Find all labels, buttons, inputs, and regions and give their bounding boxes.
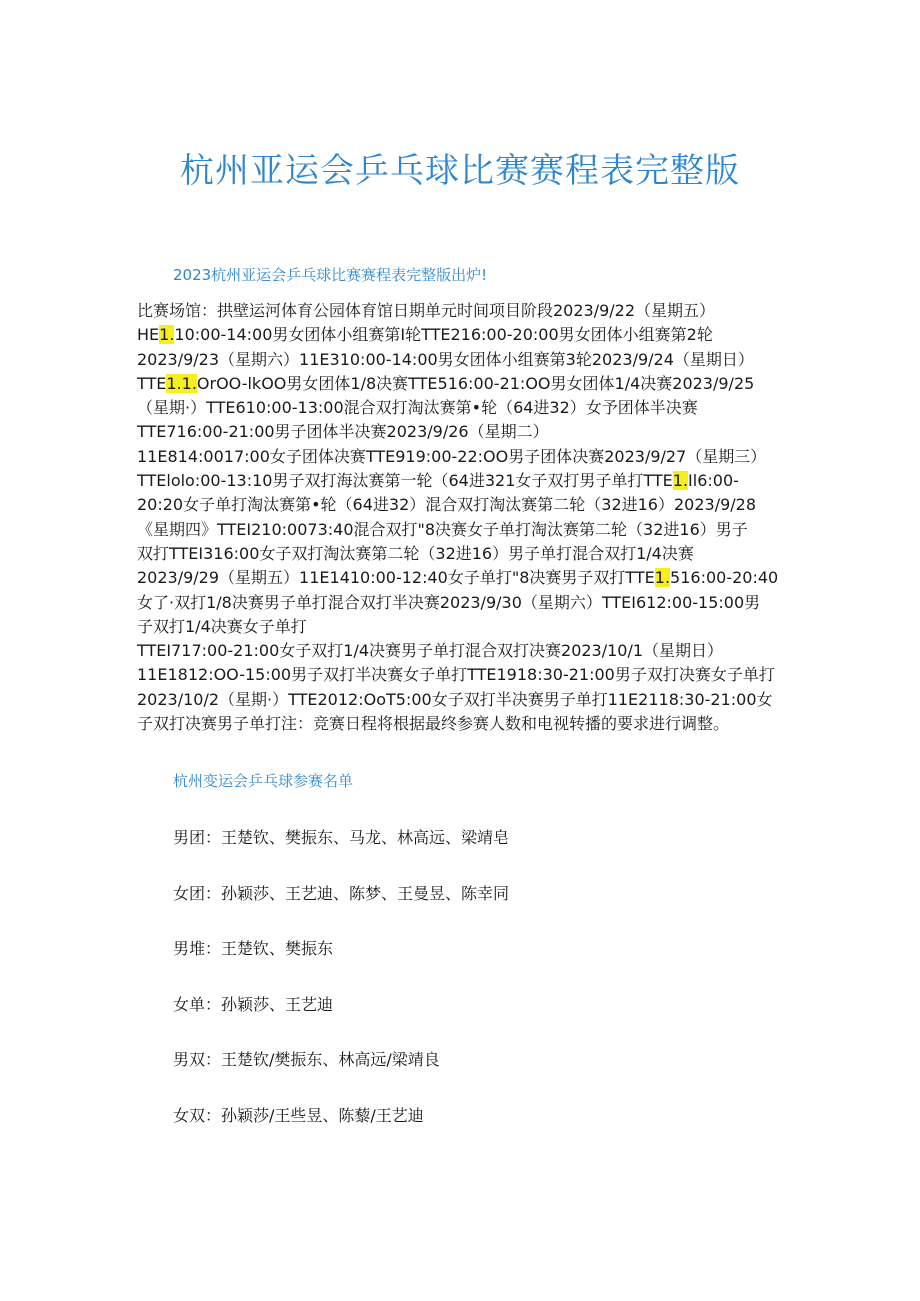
roster-item-men-doubles: 男双：王楚钦/樊振东、林高远/梁靖良 [173,1050,440,1069]
schedule-line [137,445,787,469]
highlighted-text: 1. [672,471,689,491]
schedule-text: TTElolo:00-13:10男子双打海汰赛第一轮（64进321女子双打男子单打TTE [137,471,673,491]
schedule-text: 11E814:0017:00女子团体决赛TTE919:00-22:OO男子团体决赛2023/9/27（星期三） [137,446,767,466]
schedule-line [137,542,787,566]
roster-item-men-singles: 男堆：王楚钦、樊振东 [173,939,334,958]
roster-heading: 杭州变运会乒乓球参赛名单 [173,772,354,790]
schedule-text: 516:00-20:40 [670,568,779,588]
schedule-text: Il6:00- [688,471,739,491]
schedule-text: 子双打决赛男子单打注：竞赛日程将根据最终参赛人数和电视转播的要求进行调整。 [137,714,730,734]
schedule-text: 10:00-14:00男女团体小组赛第I轮TTE216:00-20:00男女团体小组赛第2轮 [174,325,713,345]
schedule-text: TTEI717:00-21:00女子双打1/4决赛男子单打混合双打决赛2023/10/1（星期日） [137,641,724,661]
schedule-line [137,518,787,542]
schedule-text: （星期·）TTE610:00-13:00混合双打淘汰赛第•轮（64进32）女予团体半决赛 [137,398,698,418]
schedule-line [137,712,787,736]
highlighted-text: 1. [159,325,175,345]
schedule-line [137,493,787,517]
roster-list [173,825,509,1158]
schedule-line [137,323,787,347]
page-title: 杭州亚运会乒乓球比赛赛程表完整版 [180,151,740,191]
schedule-line [137,566,787,590]
schedule-line [137,348,787,372]
schedule-text: TTE716:00-21:00男子团体半决赛2023/9/26（星期二） [137,422,549,442]
schedule-text: 《星期四》TTEI210:0073:40混合双打"8决赛女子单打淘汰赛第二轮（32进16）男子 [137,519,748,539]
schedule-line [137,591,787,615]
highlighted-text: 1.1. [166,373,197,393]
roster-item-women-doubles: 女双：孙颖莎/王些昱、陈藜/王艺迪 [173,1105,424,1125]
schedule-paragraph [137,299,787,736]
schedule-line [137,639,787,663]
schedule-line [137,396,787,420]
schedule-text: 双打TTEI316:00女子双打淘汰赛第二轮（32进16）男子单打混合双打1/4决赛 [137,543,694,563]
schedule-line [137,372,787,396]
highlighted-text: 1. [654,568,671,588]
schedule-text: 20:20女子单打淘汰赛第•轮（64进32）混合双打淘汰赛第二轮（32进16）2023/9/28 [137,495,757,515]
schedule-text: HE [137,325,160,345]
schedule-text: TTE [137,373,167,393]
schedule-text: OrOO-lkOO男女团体1/8决赛TTE516:00-21:OO男女团体1/4决赛2023/9/25 [196,373,755,393]
schedule-text: 2023/10/2（星期·）TTE2012:OoT5:00女子双打半决赛男子单打11E2118:30-21:00女 [137,689,773,709]
schedule-line [137,420,787,444]
schedule-line [137,663,787,687]
roster-item-women-singles: 女单：孙颖莎、王艺迪 [173,994,334,1014]
schedule-text: 2023/9/29（星期五）11E1410:00-12:40女子单打"8决赛男子双打TTE [137,568,655,588]
schedule-line [137,615,787,639]
roster-item-women-team: 女团：孙颖莎、王艺迪、陈梦、王曼昱、陈幸同 [173,883,510,903]
schedule-text: 比赛场馆：拱壁运河体育公园体育馆日期单元时间项目阶段2023/9/22（星期五） [137,301,716,320]
roster-item-men-team: 男团：王楚钦、樊振东、马龙、林高远、梁靖皂 [173,828,510,847]
schedule-text: 2023/9/23（星期六）11E310:00-14:00男女团体小组赛第3轮2023/9/24（星期日） [137,349,754,369]
schedule-text: 女了·双打1/8决赛男子单打混合双打半决赛2023/9/30（星期六）TTEI612:00-15:00男 [137,592,761,612]
schedule-text: 11E1812:OO-15:00男子双打半决赛女子单打TTE1918:30-21:00男子双打决赛女子单打 [137,665,775,685]
intro-link-text: 2023杭州亚运会乒乓球比赛赛程表完整版出炉! [173,266,488,284]
schedule-line [137,299,787,323]
schedule-line [137,688,787,712]
schedule-line [137,469,787,493]
schedule-text: 子双打1/4决赛女子单打 [137,616,307,636]
